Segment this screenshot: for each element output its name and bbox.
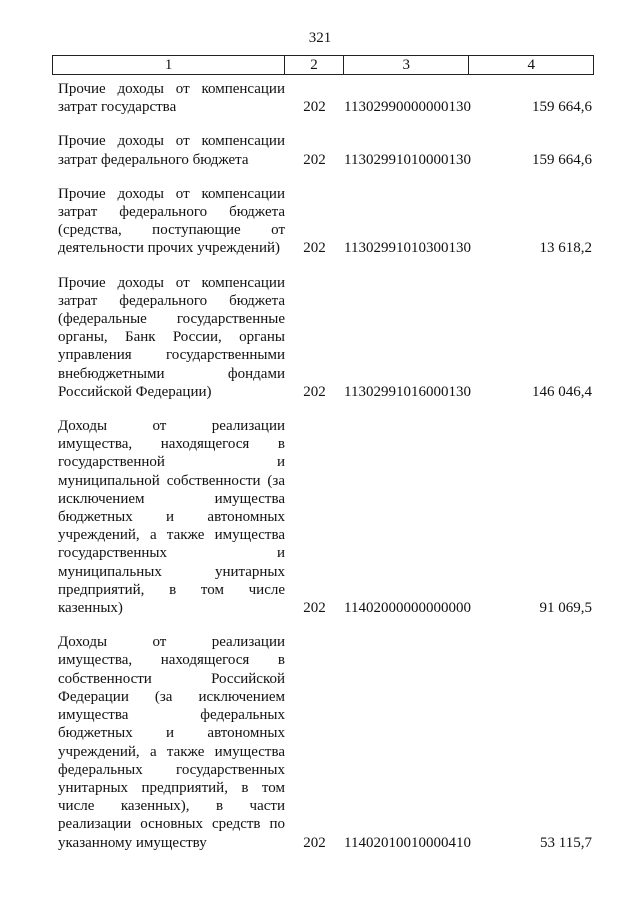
description-line: Доходы от реализации	[58, 418, 285, 435]
row-description	[52, 132, 285, 168]
row-amount: 53 115,7	[540, 834, 592, 851]
description-line: учреждений, а также имущества	[58, 527, 285, 544]
description-line: государственной и	[58, 454, 285, 471]
description-line: имущества, находящегося в	[58, 436, 285, 453]
row-description	[52, 274, 285, 401]
description-line: числе казенных), в части	[58, 798, 285, 815]
table-row	[52, 633, 594, 851]
description-line: Российской Федерации)	[58, 383, 212, 400]
description-line: управления государственными	[58, 347, 285, 364]
row-admin-code: 202	[303, 383, 326, 400]
row-amount: 159 664,6	[532, 99, 592, 116]
description-line: (средства, поступающие от	[58, 222, 285, 239]
description-line: имущества федеральных	[58, 707, 285, 724]
description-line: внебюджетными фондами	[58, 365, 285, 382]
table-header	[52, 55, 594, 75]
header-col-2: 2	[285, 56, 344, 74]
description-line: имущества, находящегося в	[58, 652, 285, 669]
description-line: муниципальных унитарных	[58, 563, 285, 580]
row-budget-code: 11302991010000130	[344, 151, 471, 168]
description-line: федеральных государственных	[58, 761, 285, 778]
row-budget-code: 11302990000000130	[344, 99, 471, 116]
header-col-4: 4	[527, 57, 535, 73]
description-line: предприятий, в том числе	[58, 581, 285, 598]
row-budget-code: 11302991016000130	[344, 383, 471, 400]
row-admin-code: 202	[303, 600, 326, 617]
description-line: деятельности прочих учреждений)	[58, 240, 281, 257]
row-amount: 91 069,5	[539, 600, 592, 617]
table-row	[52, 80, 594, 116]
description-line: муниципальной собственности (за	[58, 472, 285, 489]
description-line: Федерации (за исключением	[58, 688, 285, 705]
description-line: бюджетных и автономных	[58, 509, 285, 526]
row-amount: 146 046,4	[532, 383, 592, 400]
description-line: Доходы от реализации	[58, 634, 285, 651]
row-description	[52, 633, 285, 851]
description-line: указанному имуществу	[58, 834, 207, 851]
row-description	[52, 185, 285, 258]
description-line: реализации основных средств по	[58, 816, 285, 833]
row-description	[52, 417, 285, 617]
description-line: бюджетных и автономных	[58, 725, 285, 742]
table-row	[52, 132, 594, 168]
description-line: собственности Российской	[58, 670, 285, 687]
description-line: казенных)	[58, 600, 123, 617]
row-amount: 13 618,2	[539, 240, 592, 257]
description-line: (федеральные государственные	[58, 311, 285, 328]
description-line: Прочие доходы от компенсации	[58, 185, 285, 202]
description-line: затрат федерального бюджета	[58, 292, 285, 309]
row-description	[52, 80, 285, 116]
description-line: исключением имущества	[58, 490, 285, 507]
row-admin-code: 202	[303, 99, 326, 116]
row-admin-code: 202	[303, 834, 326, 851]
table-body	[52, 80, 594, 868]
description-line: государственных и	[58, 545, 285, 562]
row-budget-code: 11402010010000410	[344, 834, 471, 851]
description-line: Прочие доходы от компенсации	[58, 81, 285, 97]
row-admin-code: 202	[303, 151, 326, 168]
description-line: органы, Банк России, органы	[58, 329, 285, 346]
row-admin-code: 202	[303, 240, 326, 257]
description-line: Прочие доходы от компенсации	[58, 133, 285, 150]
row-budget-code: 11302991010300130	[344, 240, 471, 257]
header-col-1: 1	[53, 56, 285, 74]
page-number: 321	[308, 30, 332, 46]
row-amount: 159 664,6	[532, 151, 592, 168]
table-row	[52, 185, 594, 258]
description-line: затрат государства	[58, 99, 177, 116]
description-line: унитарных предприятий, в том	[58, 779, 285, 796]
row-budget-code: 11402000000000000	[344, 600, 471, 617]
description-line: Прочие доходы от компенсации	[58, 274, 285, 291]
table-row	[52, 274, 594, 401]
description-line: затрат федерального бюджета	[58, 151, 249, 168]
table-row	[52, 417, 594, 617]
description-line: учреждений, а также имущества	[58, 743, 285, 760]
description-line: затрат федерального бюджета	[58, 204, 285, 221]
header-col-3: 3	[344, 56, 470, 74]
